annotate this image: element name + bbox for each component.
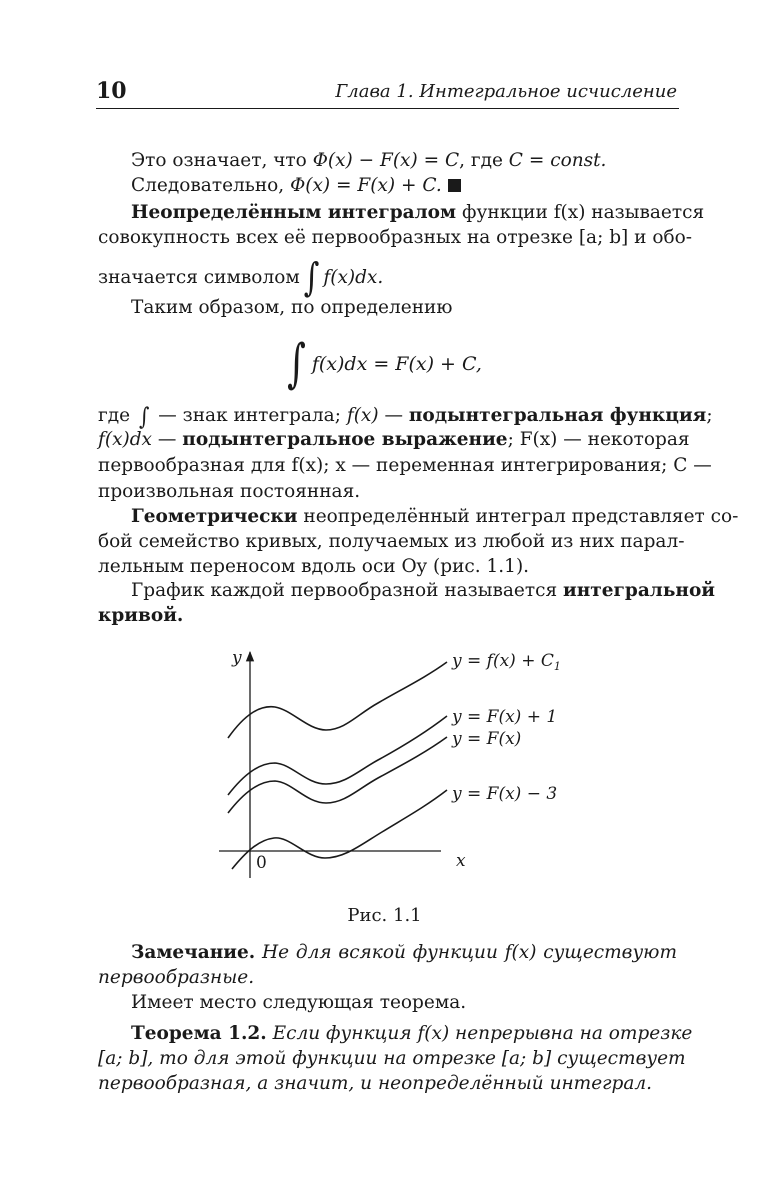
text-line: совокупность всех её первообразных на отрезке [a; b] и обо- <box>98 227 693 248</box>
text: Если функция f(x) непрерывна на отрезке <box>272 1023 693 1044</box>
text: Следовательно, <box>131 175 291 196</box>
chapter-title: Глава 1. Интегральное исчисление <box>335 81 677 102</box>
term: Замечание. <box>131 942 256 963</box>
term: Неопределённым интегралом <box>131 202 457 223</box>
term: подынтегральное выражение <box>182 429 508 450</box>
text: — знак интеграла; <box>158 405 341 426</box>
text: неопределённый интеграл представляет со- <box>303 506 739 527</box>
text-line: Таким образом, по определению <box>131 297 453 318</box>
text-line: произвольная постоянная. <box>98 481 361 502</box>
term: интегральной <box>563 580 716 601</box>
text-line: [a; b], то для этой функции на отрезке [a; b] существует <box>98 1048 686 1069</box>
text: Это означает, что <box>131 150 313 171</box>
math: f(x)dx <box>98 429 152 450</box>
text: Не для всякой функции f(x) существуют <box>261 942 677 963</box>
integral-symbol: ∫ <box>287 334 306 395</box>
text-line: бой семейство кривых, получаемых из любой из них парал- <box>98 531 685 552</box>
text: ; <box>706 405 713 426</box>
term: кривой. <box>98 605 184 626</box>
label-F: y = F(x) <box>452 729 522 749</box>
figure-caption: Рис. 1.1 <box>347 905 422 926</box>
text: значается символом <box>98 267 300 288</box>
text: График каждой первообразной называется <box>131 580 558 601</box>
math: Φ(x) = F(x) + C. <box>290 175 442 196</box>
page-number: 10 <box>96 78 127 104</box>
text: функции f(x) называется <box>462 202 705 223</box>
math: f(x) <box>346 405 379 426</box>
label-c1: $y = f(x) + C_1$ <box>452 651 561 673</box>
math: C = const. <box>508 150 607 171</box>
math: f(x)dx. <box>323 267 384 288</box>
text-line: первообразная для f(x); x — переменная интегрирования; C — <box>98 455 712 476</box>
curve-F <box>228 737 447 813</box>
math: Φ(x) − F(x) = C <box>312 150 460 171</box>
text: — <box>157 429 177 450</box>
term: Теорема 1.2. <box>131 1023 267 1044</box>
text-line: лельным переносом вдоль оси Oy (рис. 1.1). <box>98 556 530 577</box>
curve-f-plus-c1 <box>228 662 447 738</box>
y-axis-label: y <box>232 648 242 668</box>
text-line: первообразная, а значит, и неопределённый интеграл. <box>98 1073 653 1094</box>
text-line: Имеет место следующая теорема. <box>131 992 467 1013</box>
origin-label: 0 <box>256 853 267 873</box>
text: — <box>384 405 403 426</box>
integral-symbol: ∫ <box>138 401 150 431</box>
term: подынтегральная функция <box>408 405 707 426</box>
text-line <box>131 1022 693 1046</box>
integral-symbol: ∫ <box>303 255 320 302</box>
text: ; F(x) — некоторая <box>507 429 690 450</box>
math: f(x)dx = F(x) + C, <box>311 353 482 375</box>
label-F-plus-1: y = F(x) + 1 <box>452 707 558 727</box>
text-line: первообразные. <box>98 967 255 988</box>
term: Геометрически <box>131 506 298 527</box>
text: , где <box>459 150 509 171</box>
label-F-minus-3: y = F(x) − 3 <box>452 784 558 804</box>
text-line <box>131 941 677 965</box>
x-axis-label: x <box>456 851 466 871</box>
text: где <box>98 405 131 426</box>
